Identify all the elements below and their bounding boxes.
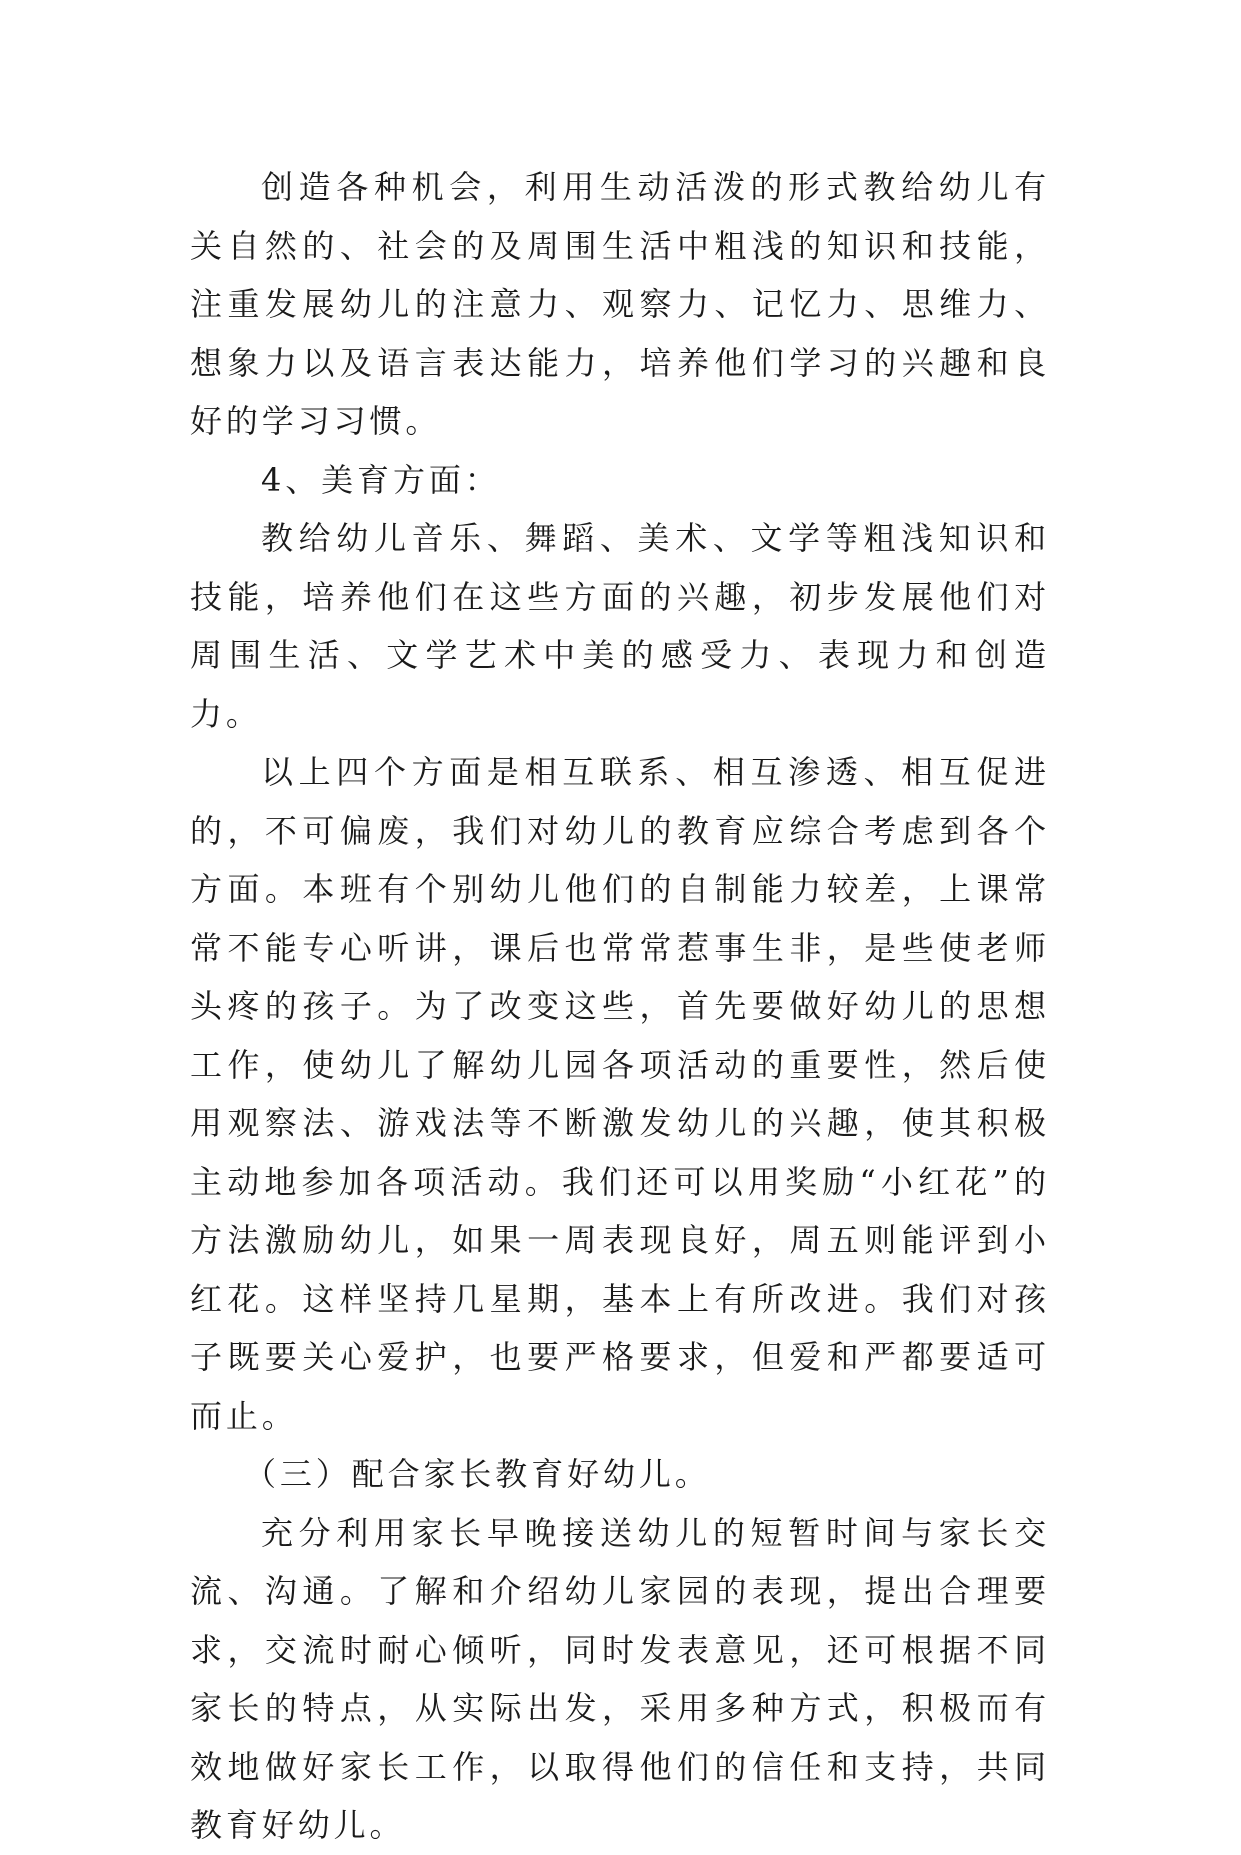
heading-cooperate-with-parents: （三）配合家长教育好幼儿。 — [244, 1455, 711, 1493]
paragraph-four-aspects: 以上四个方面是相互联系、相互渗透、相互促进的，不可偏废，我们对幼儿的教育应综合考虑到各个方面。本班有个别幼儿他们的自制能力较差，上课常常不能专心听讲，课后也常常惹事生非，是些使老师头疼的孩子。为了改变这些，首先要做好幼儿的思想工作，使幼儿了解幼儿园各项活动的重要性，然后使用观察法、游戏法等不断激发幼儿的兴趣，使其积极主动地参加各项活动。我们还可以用奖励“小红花”的方法激励幼儿，如果一周表现良好，周五则能评到小红花。这样坚持几星期，基本上有所改进。我们对孩子既要关心爱护，也要严格要求，但爱和严都要适可而止。 — [190, 753, 1050, 1435]
paragraph-intellectual-education: 创造各种机会，利用生动活泼的形式教给幼儿有关自然的、社会的及周围生活中粗浅的知识和技能，注重发展幼儿的注意力、观察力、记忆力、思维力、想象力以及语言表达能力，培养他们学习的兴趣和良好的学习习惯。 — [190, 168, 1050, 440]
document-body — [190, 158, 1050, 1855]
paragraph-aesthetic-education: 教给幼儿音乐、舞蹈、美术、文学等粗浅知识和技能，培养他们在这些方面的兴趣，初步发展他们对周围生活、文学艺术中美的感受力、表现力和创造力。 — [190, 519, 1050, 733]
paragraph-parent-communication: 充分利用家长早晚接送幼儿的短暂时间与家长交流、沟通。了解和介绍幼儿家园的表现，提出合理要求，交流时耐心倾听，同时发表意见，还可根据不同家长的特点，从实际出发，采用多种方式，积极而有效地做好家长工作，以取得他们的信任和支持，共同教育好幼儿。 — [190, 1513, 1050, 1844]
heading-aesthetic-education: 4、美育方面： — [261, 460, 501, 499]
